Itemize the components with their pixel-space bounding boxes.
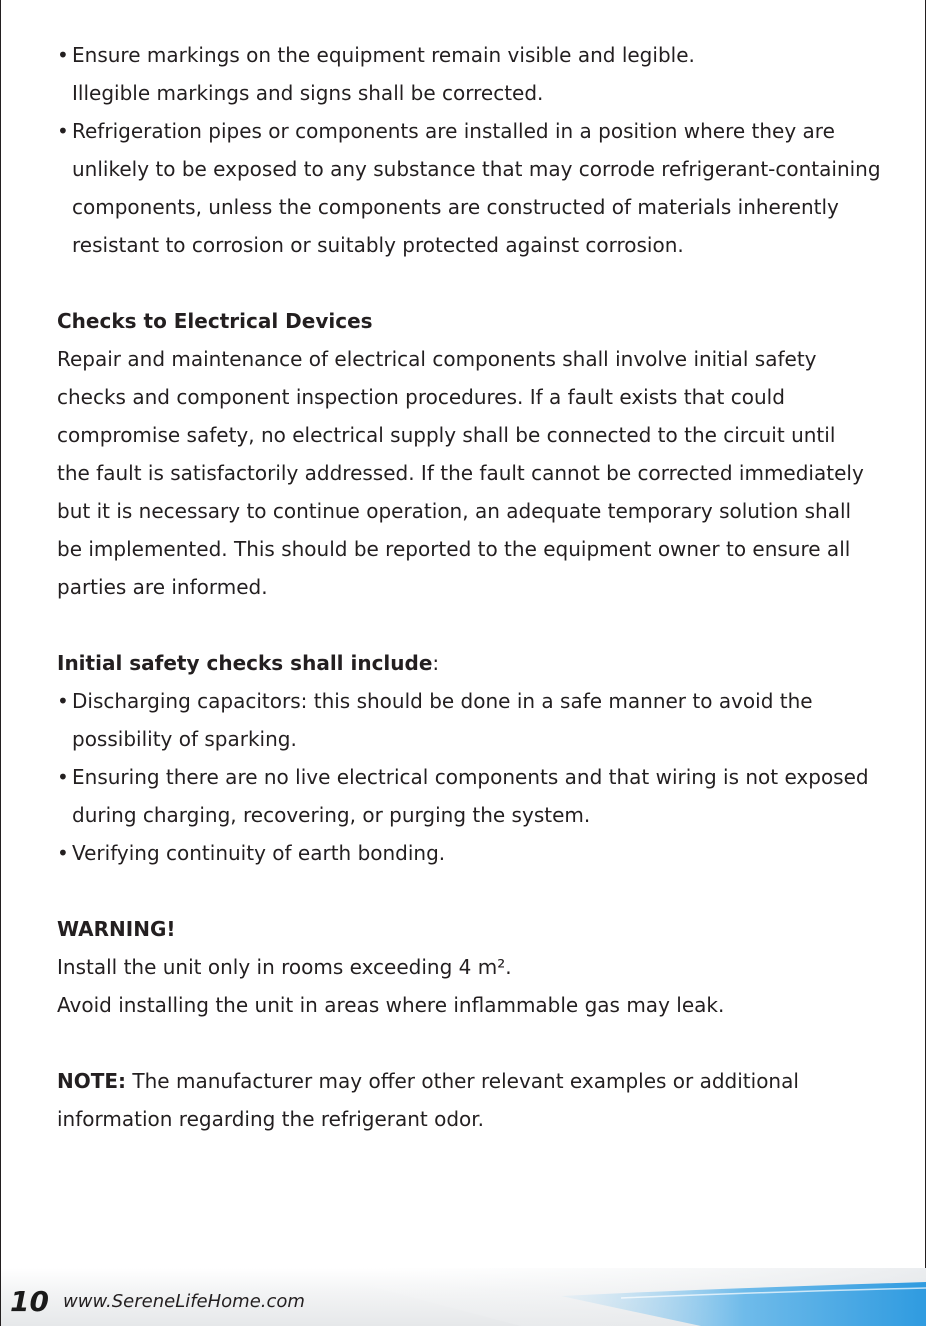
page-number: 10 [10,1285,49,1318]
intro-bullet-list [57,36,881,264]
electrical-checks-section [57,302,877,606]
paragraph-line: be implemented. This should be reported to the equipment owner to ensure all [57,537,851,561]
list-item [57,112,881,264]
bullet-text: Ensuring there are no live electrical components and that wiring is not exposed [72,765,869,789]
section-heading: Checks to Electrical Devices [57,309,373,333]
warning-line: Avoid installing the unit in areas where inflammable gas may leak. [57,993,725,1017]
warning-line: Install the unit only in rooms exceeding 4 m². [57,955,512,979]
manual-page-content [57,36,881,1138]
list-item [57,682,877,758]
paragraph-line: the fault is satisfactorily addressed. If the fault cannot be corrected immediately [57,461,864,485]
note-line [57,1062,877,1100]
warning-heading: WARNING! [57,917,176,941]
list-item [57,834,877,872]
bullet-text: during charging, recovering, or purging the system. [72,803,591,827]
note-text: The manufacturer may offer other relevant examples or additional [126,1069,799,1093]
website-link[interactable]: www.SereneLifeHome.com [63,1291,305,1312]
paragraph-line: but it is necessary to continue operation, an adequate temporary solution shall [57,499,852,523]
bullet-text: unlikely to be exposed to any substance that may corrode refrigerant-containing [72,157,881,181]
note-label: NOTE: [57,1069,127,1093]
heading-colon: : [432,651,440,675]
paragraph-line: compromise safety, no electrical supply shall be connected to the circuit until [57,423,836,447]
bullet-icon: • [57,689,69,713]
bullet-text: components, unless the components are constructed of materials inherently [72,195,839,219]
note-text: information regarding the refrigerant odor. [57,1107,485,1131]
bullet-icon: • [57,43,69,67]
section-heading-row [57,644,877,682]
list-item [57,36,877,112]
section-heading: Initial safety checks shall include [57,651,433,675]
bullet-text: Refrigeration pipes or components are installed in a position where they are [72,119,835,143]
paragraph-line: checks and component inspection procedures. If a fault exists that could [57,385,785,409]
bullet-text: Ensure markings on the equipment remain visible and legible. [72,43,695,67]
warning-section [57,910,877,1024]
bullet-text: Discharging capacitors: this should be done in a safe manner to avoid the [72,689,813,713]
bullet-text: Illegible markings and signs shall be corrected. [72,81,544,105]
bullet-icon: • [57,765,69,789]
bullet-text: possibility of sparking. [72,727,297,751]
list-item [57,758,877,834]
paragraph-line: Repair and maintenance of electrical components shall involve initial safety [57,347,817,371]
bullet-icon: • [57,841,69,865]
paragraph-line: parties are informed. [57,575,268,599]
note-section [57,1062,877,1138]
bullet-icon: • [57,119,69,143]
bullet-text: Verifying continuity of earth bonding. [72,841,446,865]
initial-checks-section [57,644,877,872]
bullet-text: resistant to corrosion or suitably protected against corrosion. [72,233,684,257]
